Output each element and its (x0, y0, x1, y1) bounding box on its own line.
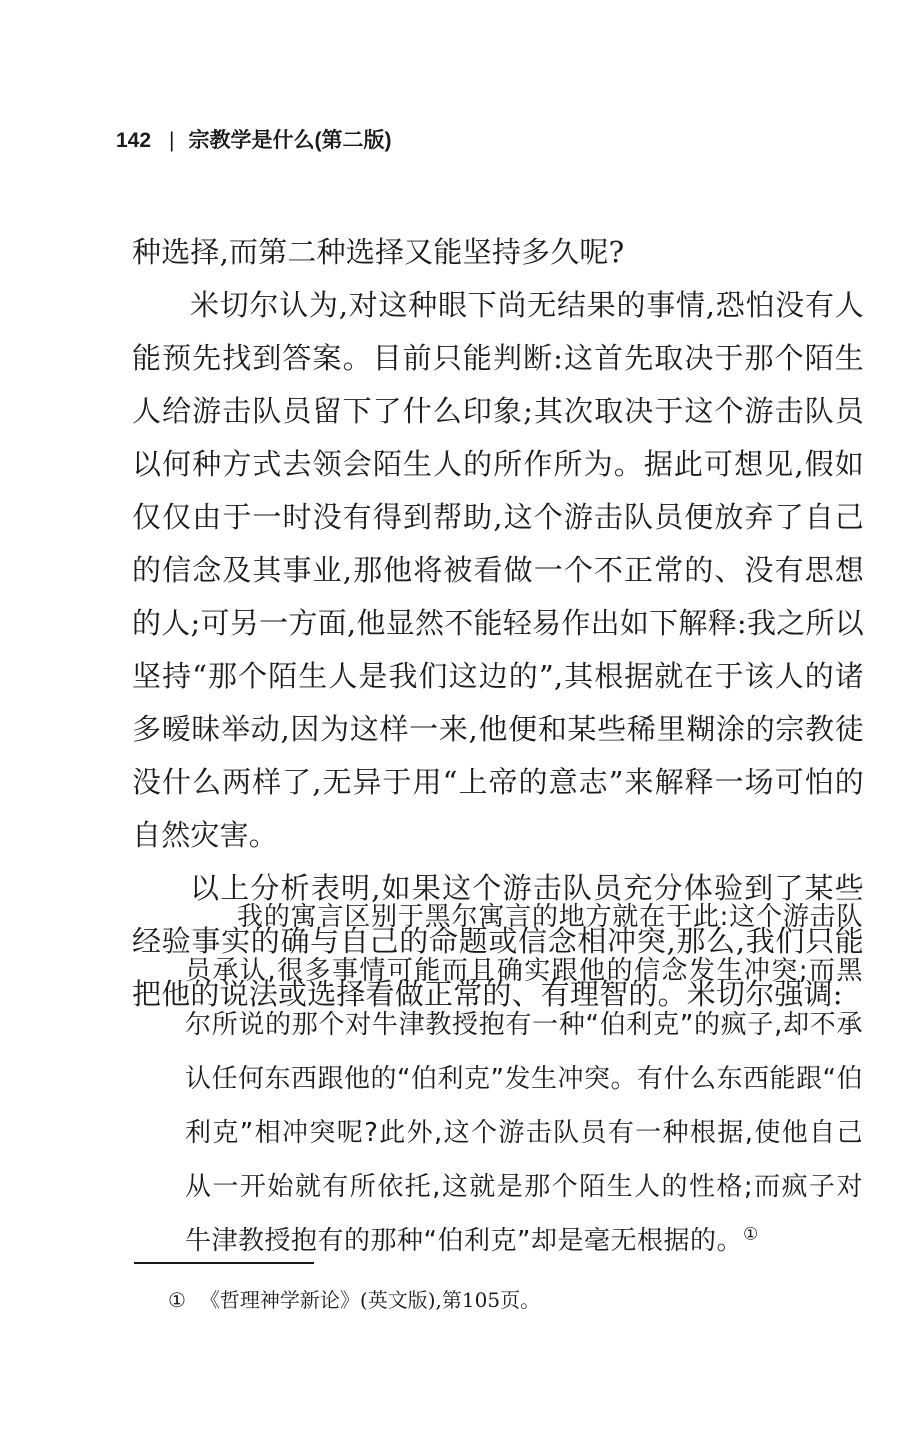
paragraph: 米切尔认为,对这种眼下尚无结果的事情,恐怕没有人能预先找到答案。目前只能判断:这首先取决于那个陌生人给游击队员留下了什么印象;其次取决于这个游击队员以何种方式去领会陌生人的所作所为。据此可想见,假如仅仅由于一时没有得到帮助,这个游击队员便放弃了自己的信念及其事业,那他将被看做一个不正常的、没有思想的人;可另一方面,他显然不能轻易作出如下解释:我之所以坚持“那个陌生人是我们这边的”,其根据就在于该人的诸多暧昧举动,因为这样一来,他便和某些稀里糊涂的宗教徒没什么两样了,无异于用“上帝的意志”来解释一场可怕的自然灾害。 (132, 288, 864, 852)
block-quote (185, 890, 863, 1268)
footnote (168, 1286, 868, 1314)
header-separator: | (169, 129, 175, 152)
paragraph: 以上分析表明,如果这个游击队员充分体验到了某些经验事实的确与自己的命题或信念相冲突,那么,我们只能把他的说法或选择看做正常的、有理智的。米切尔强调: (132, 871, 864, 1011)
running-head (116, 128, 392, 154)
book-title: 宗教学是什么(第二版) (188, 129, 392, 152)
paragraph-continued: 种选择,而第二种选择又能坚持多久呢? (132, 235, 625, 269)
footnote-reference: ① (742, 1224, 759, 1245)
footnote-text: 《哲理神学新论》(英文版),第105页。 (199, 1288, 541, 1312)
footnote-divider (134, 1262, 314, 1264)
page-number: 142 (116, 129, 152, 152)
quote-paragraph (185, 890, 863, 1268)
quote-text: 我的寓言区别于黑尔寓言的地方就在于此:这个游击队员承认,很多事情可能而且确实跟他的信念发生冲突;而黑尔所说的那个对牛津教授抱有一种“伯利克”的疯子,却不承认任何东西跟他的“伯利克”发生冲突。有什么东西能跟“伯利克”相冲突呢?此外,这个游击队员有一种根据,使他自己从一开始就有所依托,这就是那个陌生人的性格;而疯子对牛津教授抱有的那种“伯利克”却是毫无根据的。 (185, 902, 863, 1256)
footnote-marker: ① (168, 1288, 186, 1312)
